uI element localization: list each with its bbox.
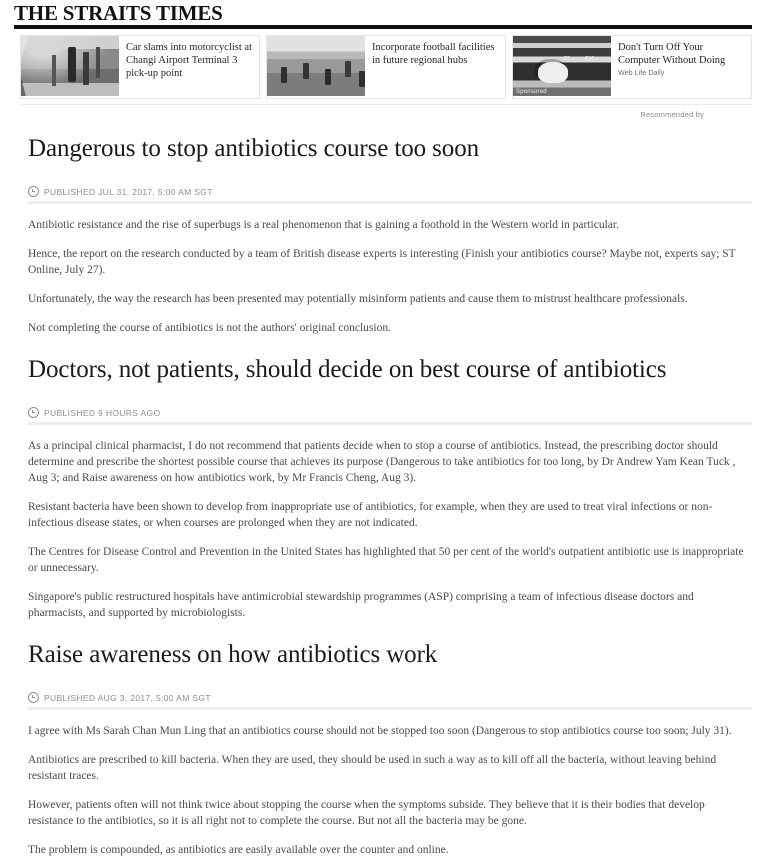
recommended-card[interactable] bbox=[20, 35, 260, 99]
clock-icon bbox=[28, 692, 39, 703]
article-paragraph: However, patients often will not think twice about stopping the course when the symptoms subside. They believe that it is their bodies that develop resistance to the antibiotics, so it is all right not to complete the course. But not all the bacteria may be gone. bbox=[28, 799, 705, 827]
card-thumbnail-keyboard-photo[interactable] bbox=[513, 36, 611, 96]
article-paragraph: As a principal clinical pharmacist, I do not recommend that patients decide when to stop a course of antibiotics. Instead, the prescribing doctor should determine and prescribe the shortest possible course that achieves its purpose (Dangerous to take antibiotics for too long, by Dr Andrew Yam Kean Tuck , Aug 3; and Raise awareness on how antibiotics work, by Mr Francis Cheng, Aug 3). bbox=[28, 440, 736, 484]
published-row bbox=[28, 407, 752, 425]
card-thumbnail-football-training-photo[interactable] bbox=[267, 36, 365, 96]
strip-divider bbox=[20, 104, 752, 105]
keyboard-key-f10-label: F10 bbox=[585, 55, 595, 62]
masthead-rule bbox=[14, 25, 752, 29]
article-paragraph: Resistant bacteria have been shown to develop from inappropriate use of antibiotics, for example, when they are used to treat viral infections or non-infectious disease states, or when courses are prolonged when they are not indicated. bbox=[28, 501, 713, 529]
card-text bbox=[119, 36, 259, 98]
article-headline[interactable]: Dangerous to stop antibiotics course too soon bbox=[28, 135, 479, 162]
masthead bbox=[0, 0, 770, 24]
published-row bbox=[28, 186, 752, 204]
article-paragraph: Hence, the report on the research conducted by a team of British disease experts is interesting (Finish your antibiotics course? Maybe not, experts say; ST Online, July 27). bbox=[28, 248, 736, 276]
card-title[interactable]: Don't Turn Off Your Computer Without Doing bbox=[618, 42, 726, 66]
articles-list bbox=[28, 119, 752, 858]
article bbox=[28, 621, 752, 858]
card-title[interactable]: Incorporate football facilities in future regional hubs bbox=[372, 42, 495, 66]
article-paragraph: Antibiotics are prescribed to kill bacteria. When they are used, they should be used in such a way as to kill off all the bacteria, without leaving behind resistant traces. bbox=[28, 754, 717, 782]
recommended-card-sponsored[interactable] bbox=[512, 35, 752, 99]
card-text bbox=[365, 36, 505, 98]
recommended-card[interactable] bbox=[266, 35, 506, 99]
article-headline[interactable]: Doctors, not patients, should decide on best course of antibiotics bbox=[28, 356, 667, 383]
keyboard-key-f9-label: F9 bbox=[563, 55, 570, 62]
article-paragraph: Antibiotic resistance and the rise of superbugs is a real phenomenon that is gaining a foothold in the Western world in particular. bbox=[28, 219, 619, 231]
article-paragraph: The problem is compounded, as antibiotics are easily available over the counter and online. bbox=[28, 844, 449, 856]
published-row bbox=[28, 692, 752, 710]
article-paragraph: Singapore's public restructured hospitals have antimicrobial stewardship programmes (ASP) comprising a team of infectious disease doctors and pharmacists, and supported by microbiologists. bbox=[28, 591, 694, 619]
card-thumbnail-airport-terminal-photo[interactable] bbox=[21, 36, 119, 96]
card-title[interactable]: Car slams into motorcyclist at Changi Airport Terminal 3 pick-up point bbox=[126, 42, 252, 79]
recommended-by-label[interactable]: Recommended by bbox=[640, 110, 704, 119]
card-source: Web Life Daily bbox=[618, 70, 665, 77]
masthead-title[interactable]: THE STRAITS TIMES bbox=[14, 1, 223, 25]
article bbox=[28, 119, 752, 336]
article-paragraph: Not completing the course of antibiotics is not the authors' original conclusion. bbox=[28, 322, 391, 334]
recommended-cards bbox=[20, 35, 752, 97]
clock-icon bbox=[28, 407, 39, 418]
clock-icon bbox=[28, 186, 39, 197]
published-text: PUBLISHED 9 HOURS AGO bbox=[44, 407, 161, 418]
article-headline[interactable]: Raise awareness on how antibiotics work bbox=[28, 641, 438, 668]
article-paragraph: The Centres for Disease Control and Prevention in the United States has highlighted that 50 per cent of the world's outpatient antibiotic use is inappropriate or unnecessary. bbox=[28, 546, 744, 574]
card-text bbox=[611, 36, 751, 98]
published-text: PUBLISHED JUL 31, 2017, 5:00 AM SGT bbox=[44, 186, 213, 197]
sponsored-label: Sponsored bbox=[516, 89, 547, 95]
published-text: PUBLISHED AUG 3, 2017, 5:00 AM SGT bbox=[44, 692, 211, 703]
article-paragraph: Unfortunately, the way the research has been presented may potentially misinform patients and cause them to mistrust healthcare professionals. bbox=[28, 293, 688, 305]
article-paragraph: I agree with Ms Sarah Chan Mun Ling that an antibiotics course should not be stopped too soon (Dangerous to stop antibiotics course too soon; July 31). bbox=[28, 725, 732, 737]
article bbox=[28, 336, 752, 621]
